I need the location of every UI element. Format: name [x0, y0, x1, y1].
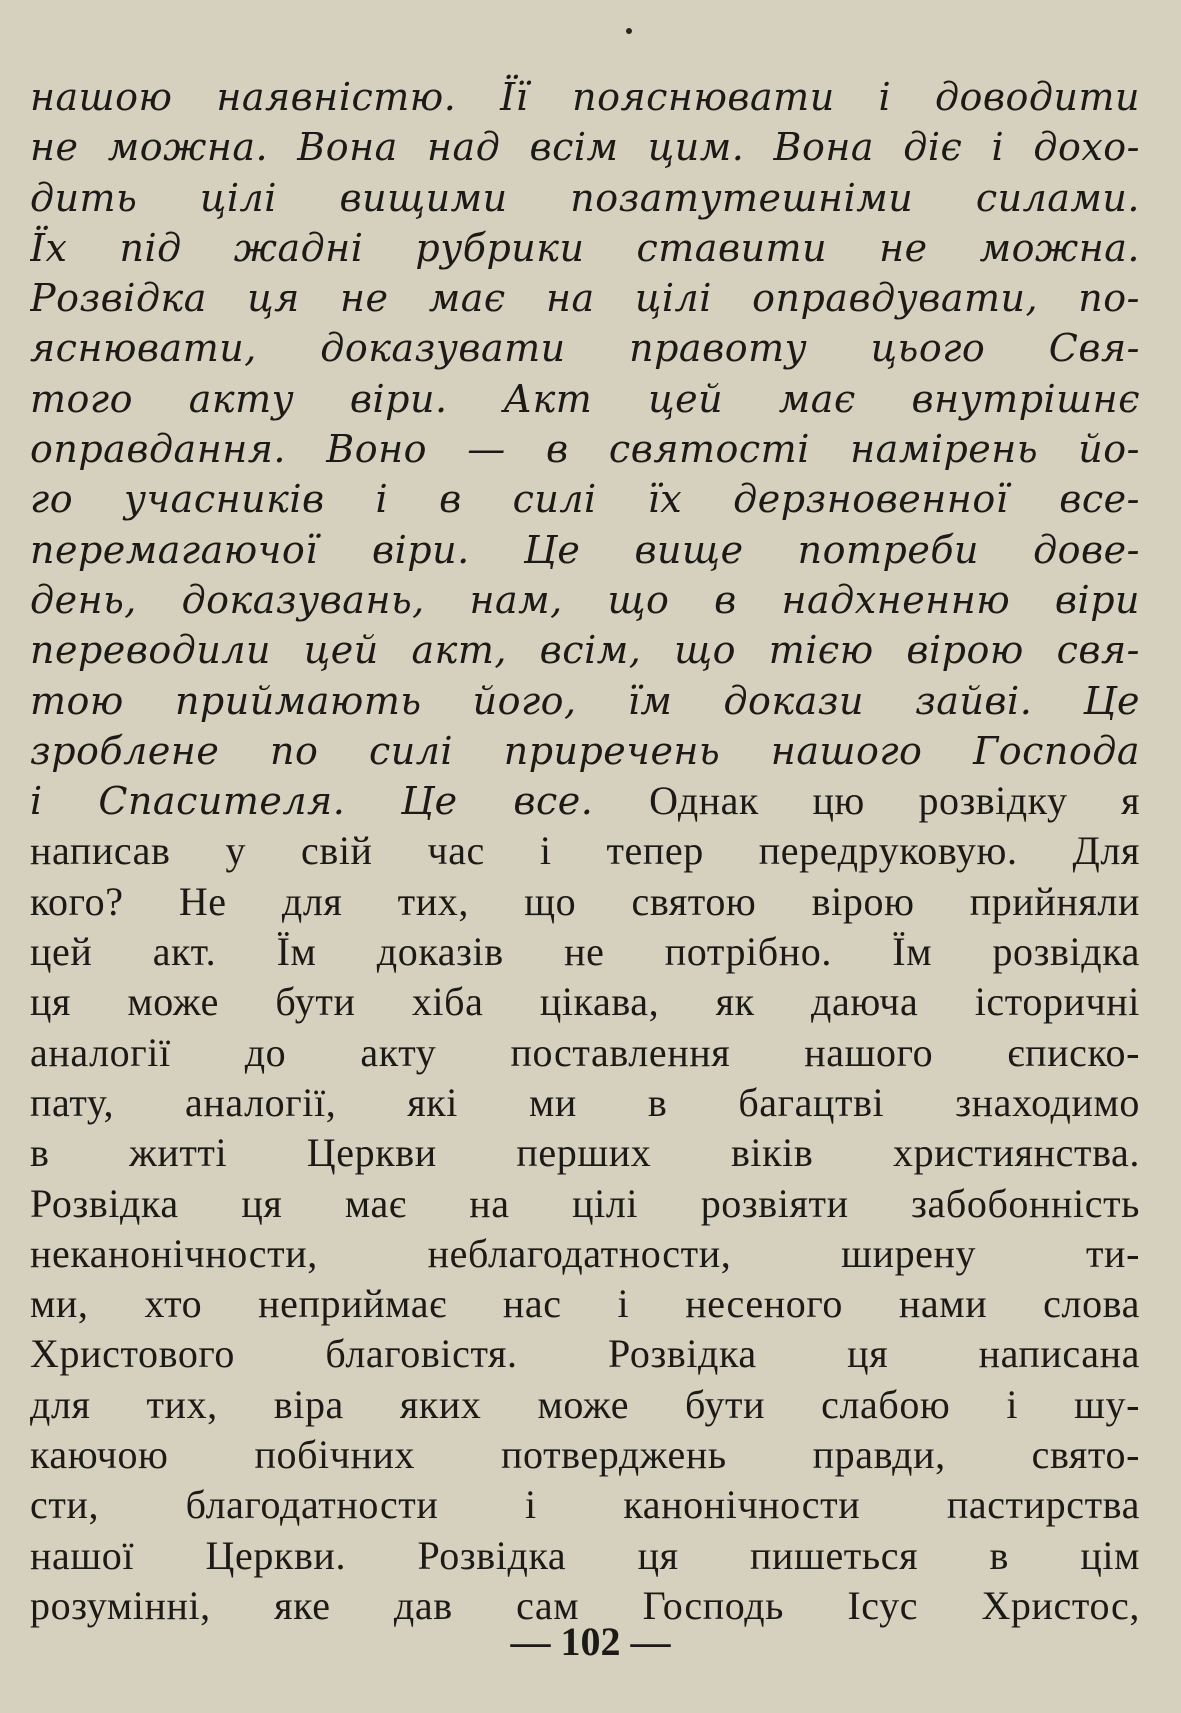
text-line: кого? Не для тих, що святою вірою прийняли [30, 878, 1140, 924]
text-line: нашої Церкви. Розвідка ця пишеться в цім [30, 1532, 1140, 1578]
text-line: ми, хто неприймає нас і несеного нами слова [30, 1281, 1140, 1327]
text-line: написав у свій час і тепер передруковую. Для [30, 828, 1140, 874]
body-text [30, 72, 1140, 1631]
text-line: сти, благодатности і канонічности пастирства [30, 1482, 1140, 1528]
text-line: неканонічности, неблагодатности, ширену ти- [30, 1230, 1140, 1276]
italic-segment: і Спасителя. Це все. [30, 779, 594, 824]
text-line: каючою побічних потверджень правди, свято- [30, 1432, 1140, 1478]
text-line: розумінні, яке дав сам Господь Ісус Христос, [30, 1582, 1140, 1628]
text-line: не можна. Вона над всім цим. Вона діє і дохо- [30, 125, 1140, 170]
text-line: того акту віри. Акт цей має внутрішнє [30, 376, 1140, 421]
page-number: — 102 — [510, 1619, 671, 1664]
text-line: Розвідка ця має на цілі розвіяти забобонність [30, 1180, 1140, 1226]
text-line: го учасників і в силі їх дерзновенної все- [30, 477, 1140, 522]
print-dot [626, 28, 632, 34]
text-line: цей акт. Їм доказів не потрібно. Їм розвідка [30, 929, 1140, 975]
text-line: Розвідка ця не має на цілі оправдувати, по- [30, 276, 1140, 321]
text-line: оправдання. Воно — в святості намірень йо- [30, 427, 1140, 472]
text-line: дить цілі вищими позатутешніми силами. [30, 175, 1140, 220]
text-line: нашою наявністю. Її пояснювати і доводити [30, 75, 1140, 119]
text-line: в житті Церкви перших віків християнства. [30, 1130, 1140, 1176]
text-line: Христового благовістя. Розвідка ця написана [30, 1331, 1140, 1377]
roman-segment: Однак цю розвідку я [649, 778, 1140, 824]
text-line: ця може бути хіба цікава, як даюча історичні [30, 979, 1140, 1025]
text-line: день, доказувань, нам, що в надхненню віри [30, 577, 1140, 622]
text-line: пату, аналогії, які ми в багацтві знаходимо [30, 1079, 1140, 1125]
text-line: яснювати, доказувати правоту цього Свя- [30, 326, 1140, 371]
text-line: перемагаючої віри. Це вище потреби дове- [30, 527, 1140, 572]
text-line: аналогії до акту поставлення нашого єписко- [30, 1029, 1140, 1075]
text-line: тою приймають його, їм докази зайві. Це [30, 678, 1140, 723]
text-line: зроблене по силі приречень нашого Господа [30, 728, 1140, 773]
text-line-mixed [30, 776, 1140, 826]
text-line: для тих, віра яких може бути слабою і шу- [30, 1381, 1140, 1427]
text-line: переводили цей акт, всім, що тією вірою свя- [30, 628, 1140, 673]
text-line: Їх під жадні рубрики ставити не можна. [30, 225, 1140, 270]
